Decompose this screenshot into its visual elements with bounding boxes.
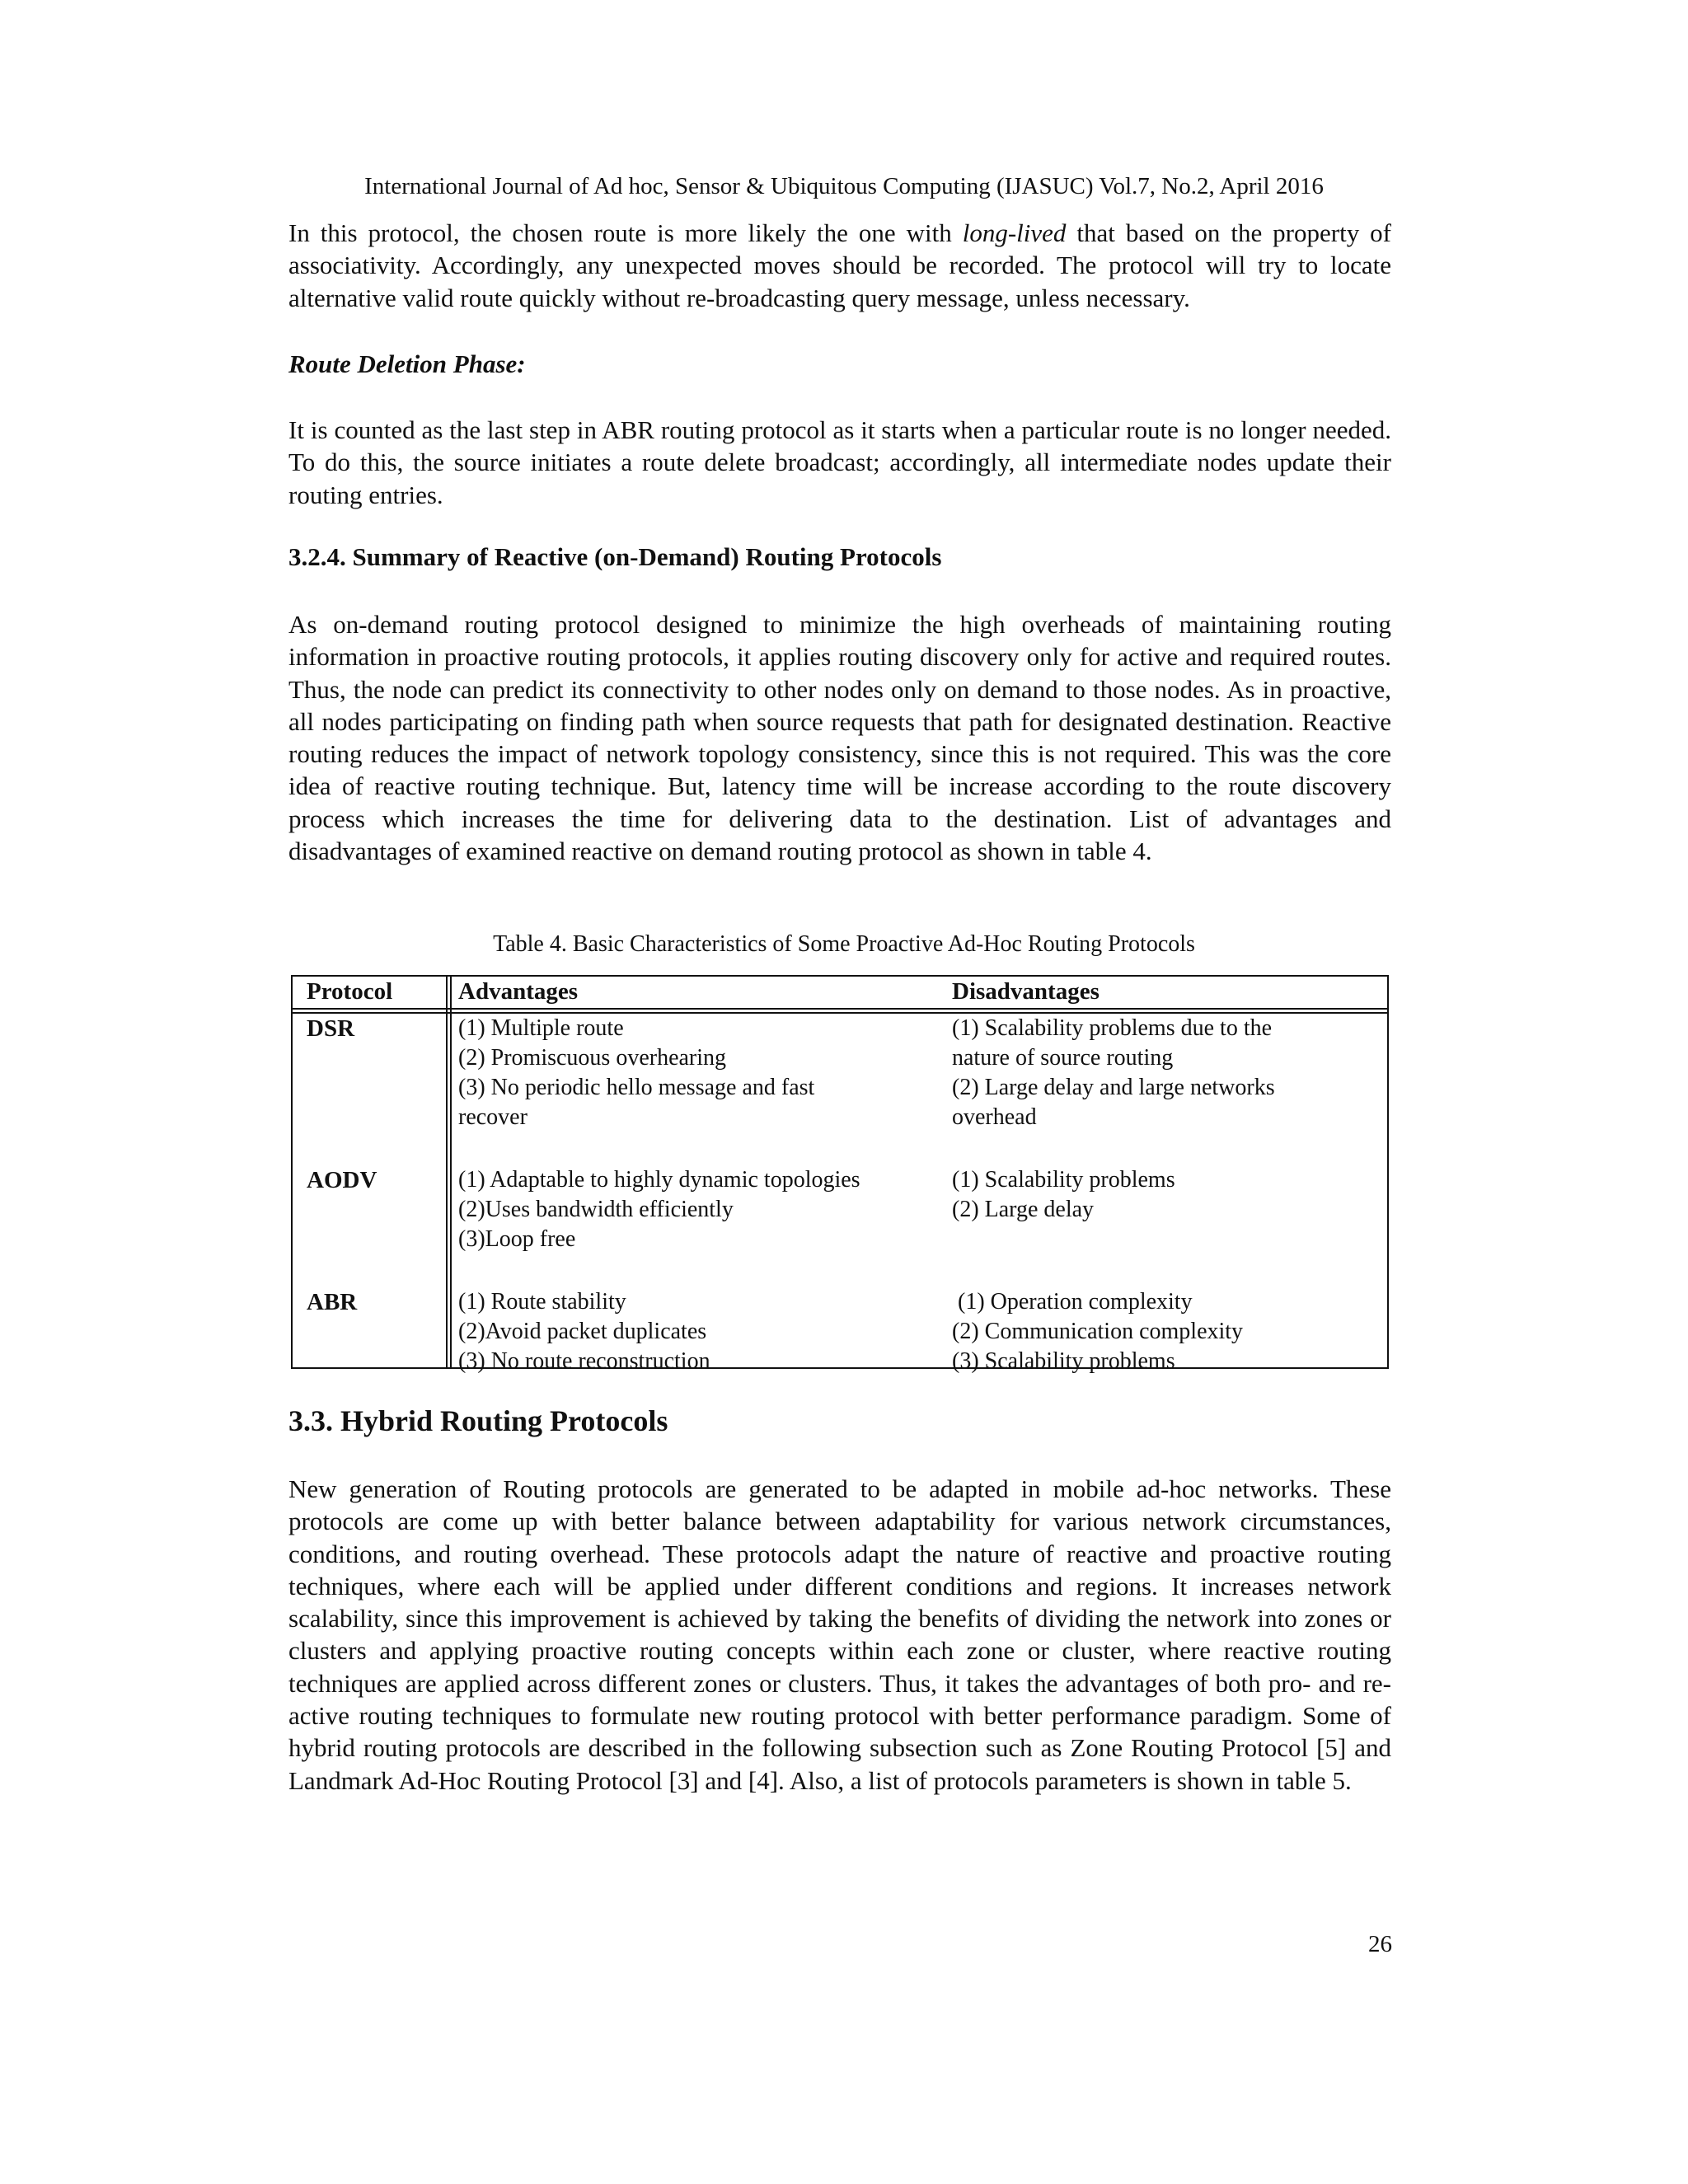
table-row-protocol-dsr: DSR (307, 1015, 355, 1042)
route-deletion-heading: Route Deletion Phase: (288, 349, 526, 378)
table-cell-advantage: (2)Uses bandwidth efficiently (458, 1197, 734, 1222)
table-cell-disadvantage: (3) Scalability problems (952, 1348, 1175, 1374)
table-cell-disadvantage: (2) Large delay (952, 1197, 1095, 1222)
table-row-protocol-aodv: AODV (307, 1167, 377, 1193)
table-col-rule-right (450, 977, 452, 1367)
table-header-protocol: Protocol (307, 978, 393, 1005)
table-cell-disadvantage: (1) Operation complexity (952, 1289, 1193, 1315)
intro-text-before: In this protocol, the chosen route is more likely the one with (288, 218, 963, 247)
section-heading-summary: 3.2.4. Summary of Reactive (on-Demand) Routing Protocols (288, 542, 942, 571)
table-cell-disadvantage: (1) Scalability problems (952, 1167, 1175, 1193)
table-cell-advantage: (1) Adaptable to highly dynamic topologies (458, 1167, 860, 1193)
table-row-protocol-abr: ABR (307, 1289, 358, 1315)
table-col-rule-left (446, 977, 448, 1367)
table-cell-disadvantage: overhead (952, 1104, 1037, 1130)
journal-header: International Journal of Ad hoc, Sensor & Ubiquitous Computing (IJASUC) Vol.7, No.2, April 2016 (364, 173, 1324, 199)
table-cell-disadvantage: (2) Communication complexity (952, 1319, 1244, 1344)
table-cell-advantage: (2)Avoid packet duplicates (458, 1319, 707, 1344)
page-number: 26 (1368, 1931, 1392, 1957)
table-cell-disadvantage: (1) Scalability problems due to the (952, 1015, 1273, 1041)
protocols-table (291, 975, 1389, 1374)
table-cell-advantage: (3) No route reconstruction (458, 1348, 710, 1374)
table-caption: Table 4. Basic Characteristics of Some Proactive Ad-Hoc Routing Protocols (493, 931, 1195, 957)
summary-paragraph: As on-demand routing protocol designed to minimize the high overheads of maintaining routing information in proactive routing protocols, it applies routing discovery only for active and required routes. Thus, the node can predict its connectivity to other nodes only on demand to those nodes. As in proactive, all nodes participating on finding path when source requests that path for designated destination. Reactive routing reduces the impact of network topology consistency, since this is not required. This was the core idea of reactive routing technique. But, latency time will be increase according to the route discovery process which increases the time for delivering data to the destination. List of advantages and disadvantages of examined reactive on demand routing protocol as shown in table 4. (288, 610, 1391, 866)
table-cell-advantage: (2) Promiscuous overhearing (458, 1045, 727, 1071)
table-cell-advantage: (1) Multiple route (458, 1015, 624, 1041)
table-cell-advantage: (3)Loop free (458, 1226, 576, 1252)
table-cell-advantage: (1) Route stability (458, 1289, 626, 1315)
table-cell-disadvantage: nature of source routing (952, 1045, 1174, 1071)
route-deletion-paragraph: It is counted as the last step in ABR routing protocol as it starts when a particular route is no longer needed. To do this, the source initiates a route delete broadcast; accordingly, all intermediate nodes update their routing entries. (288, 415, 1391, 509)
table-cell-disadvantage: (2) Large delay and large networks (952, 1075, 1275, 1100)
intro-text-after: that based on the property of associativity. Accordingly, any unexpected moves should be recorded. The protocol will try to locate alternative valid route quickly without re-broadcasting query message, unless necessary. (288, 218, 1392, 312)
intro-text-italic: long-lived (962, 218, 1067, 247)
table-cell-advantage: recover (458, 1104, 528, 1130)
table-cell-advantage: (3) No periodic hello message and fast (458, 1075, 815, 1100)
table-header-disadvantages: Disadvantages (952, 978, 1100, 1005)
hybrid-paragraph: New generation of Routing protocols are generated to be adapted in mobile ad-hoc networks. These protocols are come up with better balance between adaptability for various network circumstances, conditions, and routing overhead. These protocols adapt the nature of reactive and proactive routing techniques, where each will be applied under different conditions and regions. It increases network scalability, since this improvement is achieved by taking the benefits of dividing the network into zones or clusters and applying proactive routing concepts within each zone or cluster, where reactive routing techniques are applied across different zones or clusters. Thus, it takes the advantages of both pro- and re- active routing techniques to formulate new routing protocol with better performance paradigm. Some of hybrid routing protocols are described in the following subsection such as Zone Routing Protocol [5] and Landmark Ad-Hoc Routing Protocol [3] and [4]. Also, a list of protocols parameters is shown in table 5. (288, 1474, 1391, 1795)
section-heading-hybrid: 3.3. Hybrid Routing Protocols (288, 1404, 668, 1437)
table-header-advantages: Advantages (458, 978, 579, 1005)
table-header-rule-top (293, 1008, 1387, 1010)
intro-paragraph (288, 217, 1391, 314)
